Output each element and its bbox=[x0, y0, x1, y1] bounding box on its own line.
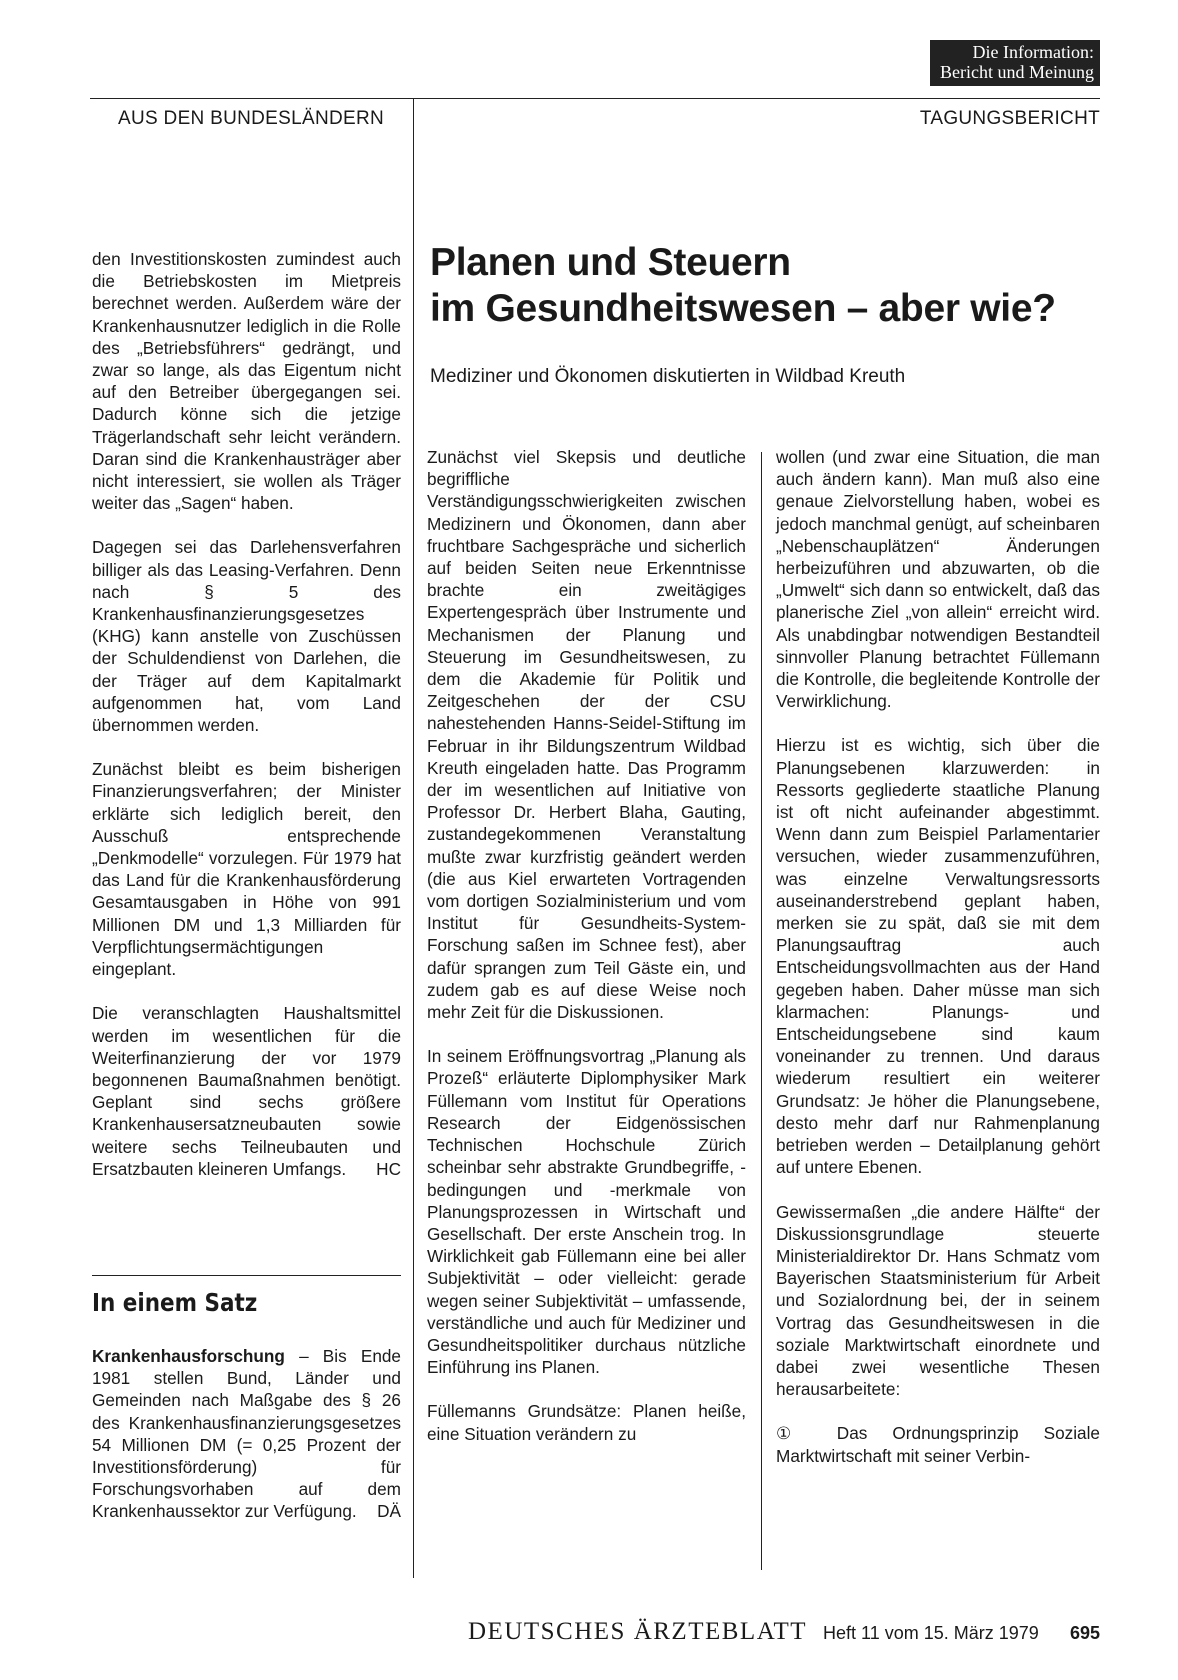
middle-paragraph: Zunächst viel Skepsis und deutliche begriffliche Verständigungsschwierigkeiten zwischen Medizinern und Ökonomen, dann aber fruchtbare Sachgespräche und sicherlich auf beiden Seiten neue Erkenntnisse brachte ein zweitägiges Expertengespräch über Instrumente und Mechanismen der Planung und Steuerung im Gesundheitswesen, zu dem die Akademie für Politik und Zeitgeschehen der der CSU nahestehenden Hanns-Seidel-Stiftung im Februar in ihr Bildungszentrum Wildbad Kreuth eingeladen hatte. Das Programm der im wesentlichen auf Initiative von Professor Dr. Herbert Blaha, Gauting, zustandegekommenen Veranstaltung mußte zwar kurzfristig geändert werden (die aus Kiel erwarteten Vortragenden vom dortigen Sozialministerium und vom Institut für Gesundheits-System-Forschung saßen im Schnee fest), aber dafür sprangen zum Teil Gäste ein, und zudem gab es auf diese Weise noch mehr Zeit für die Diskussionen. bbox=[427, 447, 746, 1023]
in-einem-satz-signature: DÄ bbox=[377, 1501, 401, 1522]
middle-paragraph: Füllemanns Grundsätze: Planen heiße, eine Situation verändern zu bbox=[427, 1401, 746, 1444]
column-divider-right bbox=[761, 452, 762, 1570]
in-einem-satz-rule bbox=[92, 1275, 401, 1276]
in-einem-satz-lead: Krankenhausforschung bbox=[92, 1346, 285, 1366]
page-footer bbox=[468, 1618, 1100, 1646]
left-paragraph: Zunächst bleibt es beim bisherigen Finanzierungsverfahren; der Minister erklärte sich lediglich bereit, den Ausschuß entsprechende „Denkmodelle“ vorzulegen. Für 1979 hat das Land für die Krankenhausförderung Gesamtausgaben in Höhe von 991 Millionen DM und 1,3 Milliarden für Verpflichtungsermächtigungen eingeplant. bbox=[92, 759, 401, 980]
right-paragraph: Gewissermaßen „die andere Hälfte“ der Diskussionsgrundlage steuerte Ministerialdirektor Dr. Hans Schmatz vom Bayerischen Staatsministerium für Arbeit und Sozialordnung bei, der in seinem Vortrag das Gesundheitswesen in die soziale Marktwirtschaft einordnete und dabei zwei wesentliche Thesen herausarbeitete: bbox=[776, 1201, 1100, 1400]
issue-info: Heft 11 vom 15. März 1979 bbox=[823, 1623, 1039, 1643]
in-einem-satz-text: – Bis Ende 1981 stellen Bund, Länder und Gemeinden nach Maßgabe des § 26 des Krankenhausfinanzierungsgesetzes 54 Millionen DM (= 0,25 Prozent der Investitionsförderung) für Forschungsvorhaben auf dem Krankenhaussektor zur Verfügung. bbox=[92, 1346, 401, 1522]
left-paragraph: den Investitionskosten zumindest auch die Betriebskosten im Mietpreis berechnet werden. Außerdem wäre der Krankenhausnutzer lediglich in die Rolle des „Betriebsführers“ gedrängt, und zwar so lange, als das Eigentum nicht auf den Betreiber übergegangen sei. Dadurch könne sich die jetzige Trägerlandschaft sehr leicht verändern. Daran sind die Krankenhausträger aber nicht interessiert, sie wollen als Träger weiter das „Sagen“ haben. bbox=[92, 249, 401, 514]
journal-name: DEUTSCHES ÄRZTEBLATT bbox=[468, 1618, 808, 1645]
middle-paragraph: In seinem Eröffnungsvortrag „Planung als Prozeß“ erläuterte Diplomphysiker Mark Füllemann vom Institut für Operations Research der Eidgenössischen Technischen Hochschule Zürich scheinbar sehr abstrakte Grundbegriffe, -bedingungen und -merkmale von Planungsprozessen in Wirtschaft und Gesellschaft. Der erste Anschein trog. In Wirklichkeit gab Füllemann eine bei aller Subjektivität – oder vielleicht: gerade wegen seiner Subjektivität – umfassende, verständliche und auch für Mediziner und Gesundheitspolitiker durchaus nützliche Einführung ins Planen. bbox=[427, 1046, 746, 1378]
in-einem-satz-paragraph bbox=[92, 1345, 401, 1523]
top-rule bbox=[90, 98, 1100, 99]
left-signature: HC bbox=[376, 1158, 401, 1179]
right-paragraph: Hierzu ist es wichtig, sich über die Planungsebenen klarzuwerden: in Ressorts gegliederte staatliche Planung ist oft nicht aufeinander abgestimmt. Wenn dann zum Beispiel Parlamentarier versuchen, wieder zusammenzuführen, was einzelne Verwaltungsressorts auseinanderstrebend geplant haben, merken sie zu spät, daß sie mit dem Planungsauftrag auch Entscheidungsvollmachten aus der Hand gegeben haben. Daher müsse man sich klarmachen: Planungs- und Entscheidungsebene sind kaum voneinander zu trennen. Und daraus wiederum resultiert ein weiterer Grundsatz: Je höher die Planungsebene, desto mehr darf nur Rahmenplanung betrieben werden – Detailplanung gehört auf untere Ebenen. bbox=[776, 735, 1100, 1178]
right-paragraph: ① Das Ordnungsprinzip Soziale Marktwirtschaft mit seiner Verbin- bbox=[776, 1423, 1100, 1466]
rubric-badge-line1: Die Information: bbox=[972, 42, 1094, 62]
article-title-line1: Planen und Steuern bbox=[430, 241, 791, 284]
rubric-badge-line2: Bericht und Meinung bbox=[940, 62, 1094, 82]
article-title bbox=[430, 240, 1130, 332]
left-column bbox=[92, 248, 401, 1180]
section-label-right: TAGUNGSBERICHT bbox=[919, 108, 1100, 129]
article-subtitle: Mediziner und Ökonomen diskutierten in Wildbad Kreuth bbox=[430, 366, 906, 387]
page-number: 695 bbox=[1069, 1623, 1100, 1643]
left-paragraph: Dagegen sei das Darlehensverfahren billiger als das Leasing-Verfahren. Denn nach § 5 des Krankenhausfinanzierungsgesetzes (KHG) kann anstelle von Zuschüssen der Schuldendienst von Darlehen, die der Träger auf dem Kapitalmarkt aufgenommen hat, vom Land übernommen werden. bbox=[92, 537, 401, 736]
section-label-left: AUS DEN BUNDESLÄNDERN bbox=[118, 108, 385, 129]
in-einem-satz-heading: In einem Satz bbox=[92, 1288, 258, 1317]
article-title-line2: im Gesundheitswesen – aber wie? bbox=[430, 287, 1056, 330]
left-paragraph-text: Die veranschlagten Haushaltsmittel werden im wesentlichen für die Weiterfinanzierung der vor 1979 begonnenen Baumaßnahmen benötigt. Geplant sind sechs größere Krankenhausersatzneubauten sowie weitere sechs Teilneubauten und Ersatzbauten kleineren Umfangs. bbox=[92, 1003, 401, 1179]
left-paragraph-last bbox=[92, 1002, 401, 1180]
rubric-badge bbox=[930, 40, 1100, 86]
right-paragraph: wollen (und zwar eine Situation, die man auch ändern kann). Man muß also eine genaue Zielvorstellung haben, wobei es jedoch manchmal genügt, auf scheinbaren „Nebenschauplätzen“ Änderungen herbeizuführen und abzuwarten, ob die „Umwelt“ sich dann so entwickelt, daß das planerische Ziel „von allein“ erreicht wird. Als unabdingbar notwendigen Bestandteil sinnvoller Planung betrachtet Füllemann die Kontrolle, die begleitende Kontrolle der Verwirklichung. bbox=[776, 447, 1100, 712]
middle-column bbox=[427, 446, 746, 1445]
in-einem-satz-body bbox=[92, 1345, 401, 1523]
right-column bbox=[776, 446, 1100, 1467]
column-divider-left bbox=[413, 98, 414, 1578]
